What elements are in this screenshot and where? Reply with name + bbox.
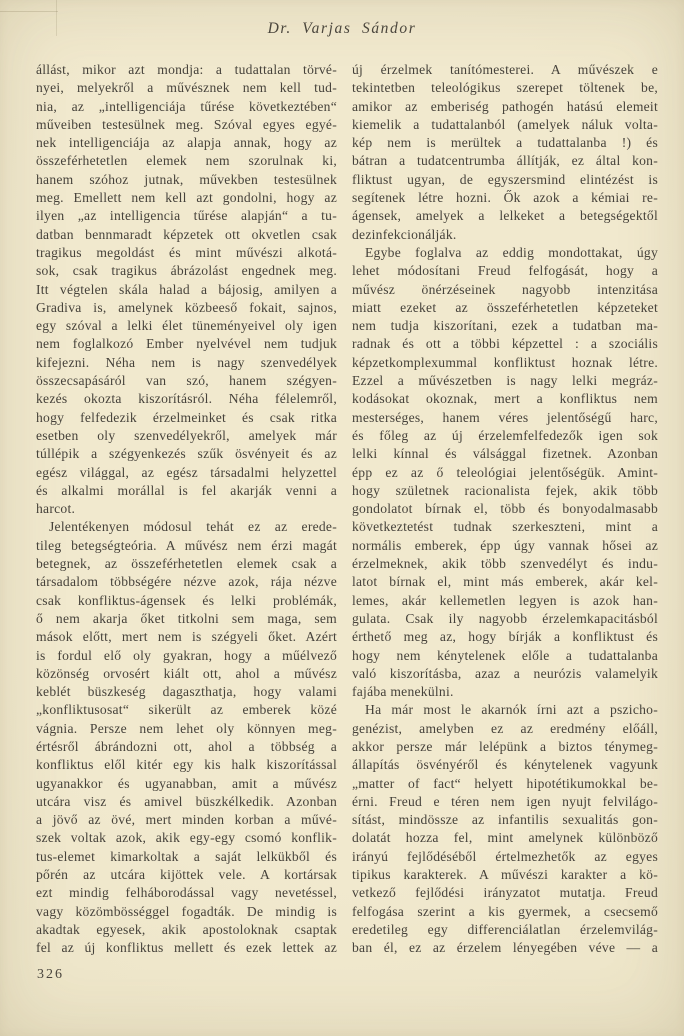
- text-line: mesterséges, hanem véres jelentőségű harc,: [352, 409, 658, 425]
- text-line: ő nem akarja őket titkolni sem maga, sem: [36, 610, 337, 626]
- text-line: ban él, ez az érzelem lényegében véve — a: [352, 940, 658, 956]
- text-line: kiemelik a tudattalanból (amelyek náluk volta-: [352, 116, 658, 132]
- text-line: sok, csak tragikus ábrázolást engednek meg.: [36, 263, 337, 279]
- text-line: társadalom többségére nézve azok, rája nézve: [36, 574, 337, 590]
- text-line: fajába menekülni.: [352, 684, 454, 700]
- text-line: és főleg az új érzelemfelfedezők igen sok: [352, 427, 658, 443]
- text-line: fel az új konfliktus mellett és ezek lettek az: [36, 940, 337, 956]
- text-line: művész önérzéseinek nagyobb intenzitása: [352, 281, 658, 297]
- text-line: is fordul elő oly gyakran, hogy a műélvező: [36, 647, 337, 663]
- page-number: 326: [37, 967, 64, 982]
- text-line: való kiszorításba, azaz a neurózis valamelyik: [352, 665, 658, 681]
- text-line: vágnia. Persze nem lehet oly könnyen meg-: [36, 720, 337, 736]
- text-line: nyei, melyekről a művésznek nem kell tud-: [36, 80, 337, 96]
- text-column-right: [352, 61, 658, 958]
- text-line: esetben oly szenvedélyekről, amelyek már: [36, 427, 337, 443]
- text-line: felfogása szerint a kis gyermek, a csecsemő: [352, 903, 658, 919]
- text-line: nem tudja kiszorítani, ezek a tudatban ma-: [352, 318, 658, 334]
- running-head-author: Dr. Varjas Sándor: [267, 20, 417, 37]
- text-line: tileg betegségteória. A művész nem érzi magát: [36, 537, 337, 553]
- text-line: latot bírnak el, mint más emberek, akár kel-: [352, 574, 658, 590]
- text-line: mások előtt, mert nem is szégyeli őket. Azért: [36, 629, 337, 645]
- scan-edge-artifact-horizontal: [0, 11, 58, 12]
- text-line: tipikus karakterek. A művészi karakter a kö-: [352, 867, 658, 883]
- text-line: gondolatot bírnak el, több és bonyodalmasabb: [352, 501, 658, 517]
- text-line: a jövő az övé, mert minden korban a művé-: [36, 812, 337, 828]
- text-line: ugyanakkor és ugyanabban, amit a művész: [36, 775, 337, 791]
- text-line: nia, az „intelligenciája tűrése következtében“: [36, 98, 337, 114]
- text-line: genézist, amelyben ez az eredmény előáll,: [352, 720, 658, 736]
- text-line: miatt ezeket az összeférhetetlen képzeteket: [352, 299, 658, 315]
- text-line: értésről ábrándozni ott, ahol a többség a: [36, 738, 337, 754]
- text-line: Gradiva is, amelynek közbeeső fokait, sajnos,: [36, 299, 337, 315]
- text-line: Jelentékenyen módosul tehát ez az erede-: [49, 519, 337, 535]
- text-line: túllépik a szégyenkezés szűk ösvényeit és az: [36, 446, 337, 462]
- text-line: „matter of fact“ helyett hipotétikumokkal be-: [352, 775, 658, 791]
- text-line: tragikus megoldást és mint művészi alkotá-: [36, 244, 337, 260]
- text-line: érzelmeknek, akik több szenvedélyt és indu-: [352, 556, 658, 572]
- text-line: akkor persze már lelépünk a biztos ténymeg-: [352, 738, 658, 754]
- text-line: dolatát hozza fel, mint amelynek különböző: [352, 830, 658, 846]
- text-line: Ha már most le akarnók írni azt a pszicho-: [365, 702, 658, 718]
- text-line: eredetileg egy differenciálatlan érzelemvilág-: [352, 921, 658, 937]
- text-line: közönség orvosért kiált ott, ahol a művész: [36, 665, 337, 681]
- text-line: új érzelmek tanítómesterei. A művészek e: [352, 62, 658, 77]
- text-column-left: [36, 61, 337, 958]
- text-line: kép nem is merültek a tudattalanba !) és: [352, 135, 658, 151]
- text-line: hogy felfedezik érzelmeinket és csak ritka: [36, 409, 337, 425]
- text-line: állást, mikor azt mondja: a tudattalan törvé-: [36, 62, 337, 77]
- text-line: csak konfliktus-ágensek és lelki problémák,: [36, 592, 337, 608]
- text-line: amikor az emberiség pathogén hatású elemeit: [352, 98, 658, 114]
- text-line: kifejezni. Néha nem is nagy szenvedélyek: [36, 354, 337, 370]
- text-line: gulata. Csak ily nagyobb érzelemkapacitásból: [352, 610, 658, 626]
- text-line: kezés okozta kiszorításról. Néha félelemről,: [36, 391, 337, 407]
- text-line: Ezzel a művészetben is nagy lelki megráz-: [352, 373, 658, 389]
- text-line: meg. Emellett nem kell azt gondolni, hogy az: [36, 190, 337, 206]
- text-line: összeférhetetlen elemek nem szorulnak ki,: [36, 153, 337, 169]
- text-line: akadtak egyesek, akik apostoloknak csaptak: [36, 921, 337, 937]
- text-line: fliktust ugyan, de egyszersmind elintézést is: [352, 171, 658, 187]
- text-line: tekintetben teleológikus szerepet töltenek be,: [352, 80, 658, 96]
- text-line: érthető meg az, hogy bírják a konfliktust és: [352, 629, 658, 645]
- text-line: tus-elemet kimarkoltak a saját lelkükből és: [36, 848, 337, 864]
- text-line: ezt mindig felháborodással vagy nevetéssel,: [36, 885, 337, 901]
- text-line: ilyen „az intelligencia tűrése alapján“ a tu-: [36, 208, 337, 224]
- text-line: normális emberek, épp úgy vannak hősei az: [352, 537, 658, 553]
- text-line: nek intelligenciája az alapja annak, hogy az: [36, 135, 337, 151]
- text-line: Egybe foglalva az eddig mondottakat, úgy: [365, 244, 658, 260]
- text-line: nem foglalkozó Ember nyelvével nem tudjuk: [36, 336, 337, 352]
- text-line: harcot.: [36, 501, 76, 517]
- text-line: állapítás ösvényéről és kénytelenek vagyunk: [352, 757, 658, 773]
- text-line: következtetést tudnak szerkeszteni, mint a: [352, 519, 658, 535]
- text-line: vetkező fejlődési irányzatot mutatja. Freud: [352, 885, 658, 901]
- text-line: ágensek, amelyek a lelkeket a betegségektől: [352, 208, 658, 224]
- text-line: egy szóval a lelki élet tüneményeivel oly igen: [36, 318, 337, 334]
- text-line: lemes, akár kellemetlen legyen is azok han-: [352, 592, 658, 608]
- text-line: képzetkomplexummal konfliktust hoznak létre.: [352, 354, 658, 370]
- text-line: vagy közömbösséggel fogadták. De mindig is: [36, 903, 337, 919]
- text-line: műveiben testesülnek meg. Szóval egyes egyé-: [36, 116, 337, 132]
- text-line: utcára visz és amivel büszkélkedik. Azonban: [36, 793, 337, 809]
- text-line: datban bennmaradt képzetek ott okvetlen csak: [36, 226, 337, 242]
- text-line: betegnek, az összeférhetetlen elemek csak a: [36, 556, 337, 572]
- text-line: bátran a tudatcentrumba állítják, ez által kon-: [352, 153, 658, 169]
- text-line: „konfliktusosat“ sikerült az emberek közé: [36, 702, 337, 718]
- text-line: lelki kínnal és válsággal fizetnek. Azonban: [352, 446, 658, 462]
- text-line: Itt végtelen skála halad a bájosig, amilyen a: [36, 281, 337, 297]
- text-line: épp ez az ő teleológiai jelentőségük. Amint-: [352, 464, 658, 480]
- text-line: sítást, mindössze az infantilis sexualitás gon-: [352, 812, 658, 828]
- text-line: hogy születnek racionalista fejek, akik több: [352, 482, 658, 498]
- text-line: szek voltak azok, akik egy-egy csomó konflik-: [36, 830, 337, 846]
- text-line: keblét büszkeség dagaszthatja, hogy valami: [36, 684, 337, 700]
- text-line: hogy nem kénytelenek előle a tudattalanba: [352, 647, 658, 663]
- text-line: pőrén az utcára kijöttek vele. A kortársak: [36, 867, 337, 883]
- text-line: egész világgal, az egész társadalmi helyzettel: [36, 464, 337, 480]
- text-line: radnak és ott a többi képzettel : a szociális: [352, 336, 658, 352]
- text-line: érni. Freud e téren nem igen nyujt felvilágo-: [352, 793, 658, 809]
- text-line: és alkalmi morállal is fel akarják venni a: [36, 482, 337, 498]
- text-line: konfliktus elől kitér egy kis halk kiszorítással: [36, 757, 337, 773]
- text-line: dezinfekcionálják.: [352, 226, 457, 242]
- text-line: összecsapásáról van szó, hanem szégyen-: [36, 373, 337, 389]
- text-line: irányú fejlődéséből értelmezhetők az egyes: [352, 848, 658, 864]
- text-line: kodásokat okoznak, mert a konfliktus nem: [352, 391, 658, 407]
- text-line: segítenek létre hozni. Ők azok a kémiai re-: [352, 190, 658, 206]
- text-line: lehet módosítani Freud felfogását, hogy a: [352, 263, 658, 279]
- text-line: hanem szóhoz jutnak, művekben testesülnek: [36, 171, 337, 187]
